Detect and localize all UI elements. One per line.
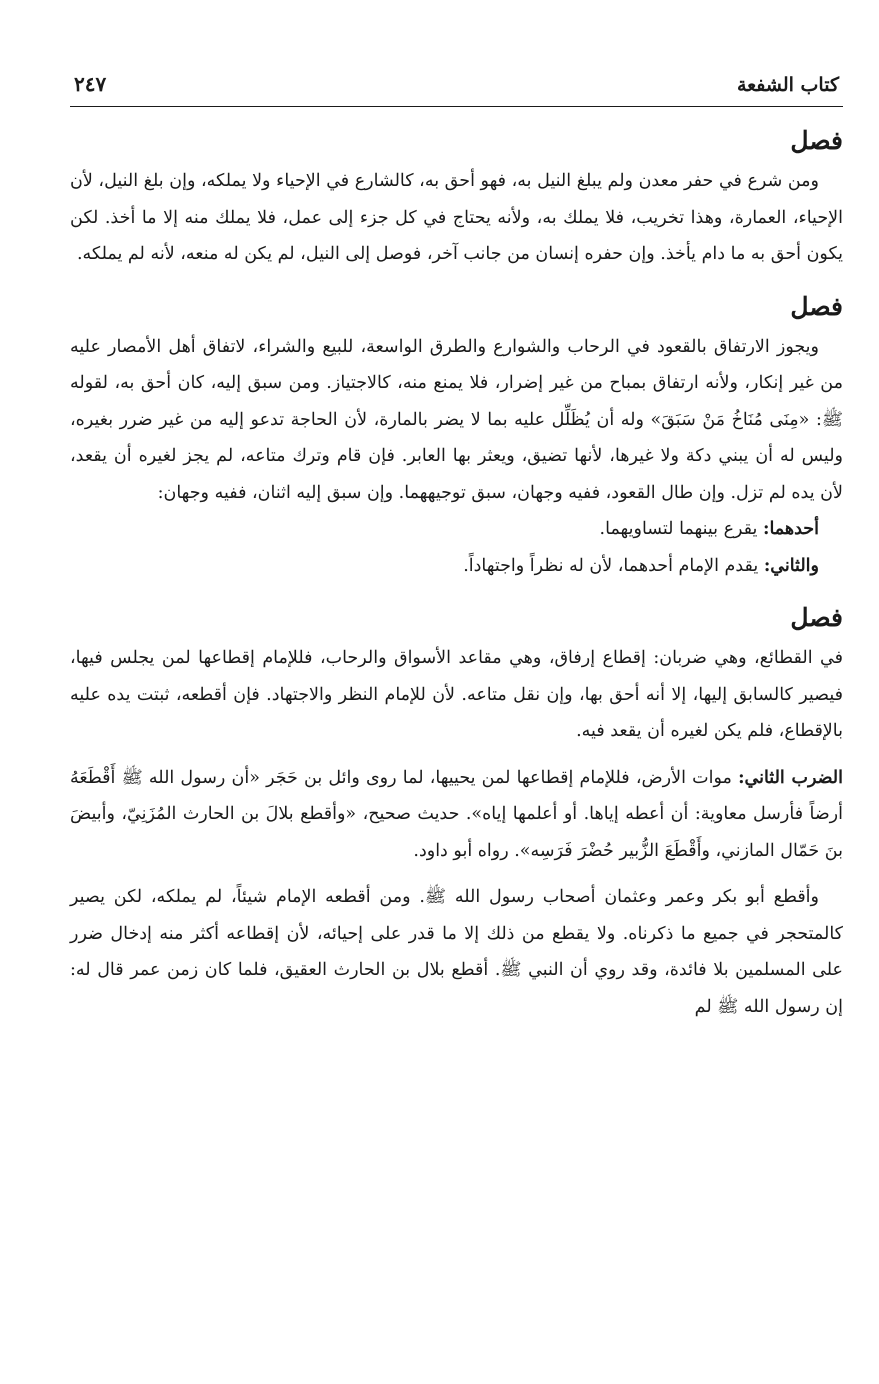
paragraph-closing: وأقطع أبو بكر وعمر وعثمان أصحاب رسول الله ﷺ. ومن أقطعه الإمام شيئاً، لم يملكه، لكن يصير كالمتحجر في جميع ما ذكرناه. ولا يقطع من ذلك إلا ما قدر على إحيائه، لأن إقطاعه أكثر منه إدخال ضرر على المسلمين بلا فائدة، وقد روي أن النبي ﷺ. أقطع بلال بن الحارث العقيق، فلما كان زمن عمر قال له: إن رسول الله ﷺ لم <box>70 887 843 1017</box>
item-text: يقرع بينهما لتساويهما. <box>599 519 758 539</box>
list-item <box>70 548 843 585</box>
paragraph: ويجوز الارتفاق بالقعود في الرحاب والشوارع والطرق الواسعة، للبيع والشراء، لاتفاق أهل الأمصار عليه من غير إنكار، ولأنه ارتفاق بمباح من غير إضرار، فلا يمنع منه، كالاجتياز. ومن سبق إليه، كان أحق به، لقوله ﷺ: «مِنَى مُنَاخُ مَنْ سَبَقَ» وله أن يُظَلِّل عليه بما لا يضر بالمارة، لأن الحاجة تدعو إليه من غير ضرر بغيره، وليس له أن يبني دكة ولا غيرها، لأنها تضيق، ويعثر بها العابر. فإن قام وترك متاعه، لم يجز لغيره أن يقعد، لأن يده لم تزل. وإن طال القعود، ففيه وجهان، سبق توجيههما. وإن سبق إليه اثنان، ففيه وجهان: <box>70 336 843 503</box>
list-item <box>70 511 843 548</box>
paragraph-second-kind <box>70 760 843 870</box>
paragraph: ومن شرع في حفر معدن ولم يبلغ النيل به، فهو أحق به، كالشارع في الإحياء ولا يملكه، وإن بلغ النيل، لأن الإحياء، العمارة، وهذا تخريب، فلا يملك به، ولأنه يحتاج في كل جزء إلى عمل، فلا يملك منه إلا ما أخذ. لكن يكون أحق به ما دام يأخذ. وإن حفره إنسان من جانب آخر، فوصل إلى النيل، لم يكن له منعه، لأنه لم يملكه. <box>70 171 843 264</box>
section-heading: فصل <box>790 291 843 321</box>
section-mining <box>70 121 843 273</box>
section-land-grants <box>70 598 843 1025</box>
second-kind-text: موات الأرض، فللإمام إقطاعها لمن يحييها، لما روى وائل بن حَجَر «أن رسول الله ﷺ أَقْطَعَهُ أرضاً فأرسل معاوية: أن أعطه إياها. أو أعلمها إياه». حديث صحيح، «وأقطع بلالَ بن الحارث المُزَنِيّ، وأبيضَ بنَ حَمّال المازني، وأَقْطَعَ الزُّبير حُضْرَ فَرَسِه». رواه أبو داود. <box>70 767 843 861</box>
paragraph: في القطائع، وهي ضربان: إقطاع إرفاق، وهي مقاعد الأسواق والرحاب، فللإمام إقطاعها لمن يجلس فيها، فيصير كالسابق إليها، إلا أنه أحق بها، وإن نقل متاعه. لأن للإمام النظر والاجتهاد. فإن أقطعه، ثبتت يده عليه بالإقطاع، فلم يكن لغيره أن يقعد فيه. <box>70 648 843 741</box>
section-heading: فصل <box>790 126 843 155</box>
book-title: كتاب الشفعة <box>736 74 839 96</box>
item-label: أحدهما: <box>762 519 819 539</box>
running-header <box>70 58 843 100</box>
page-number: ٢٤٧ <box>74 72 107 96</box>
item-text: يقدم الإمام أحدهما، لأن له نظراً واجتهاداً. <box>463 555 759 576</box>
section-heading: فصل <box>790 603 843 632</box>
section-sitting-rights <box>70 287 843 585</box>
header-rule <box>70 106 843 107</box>
second-kind-label: الضرب الثاني: <box>738 767 843 788</box>
item-label: والثاني: <box>763 555 819 576</box>
